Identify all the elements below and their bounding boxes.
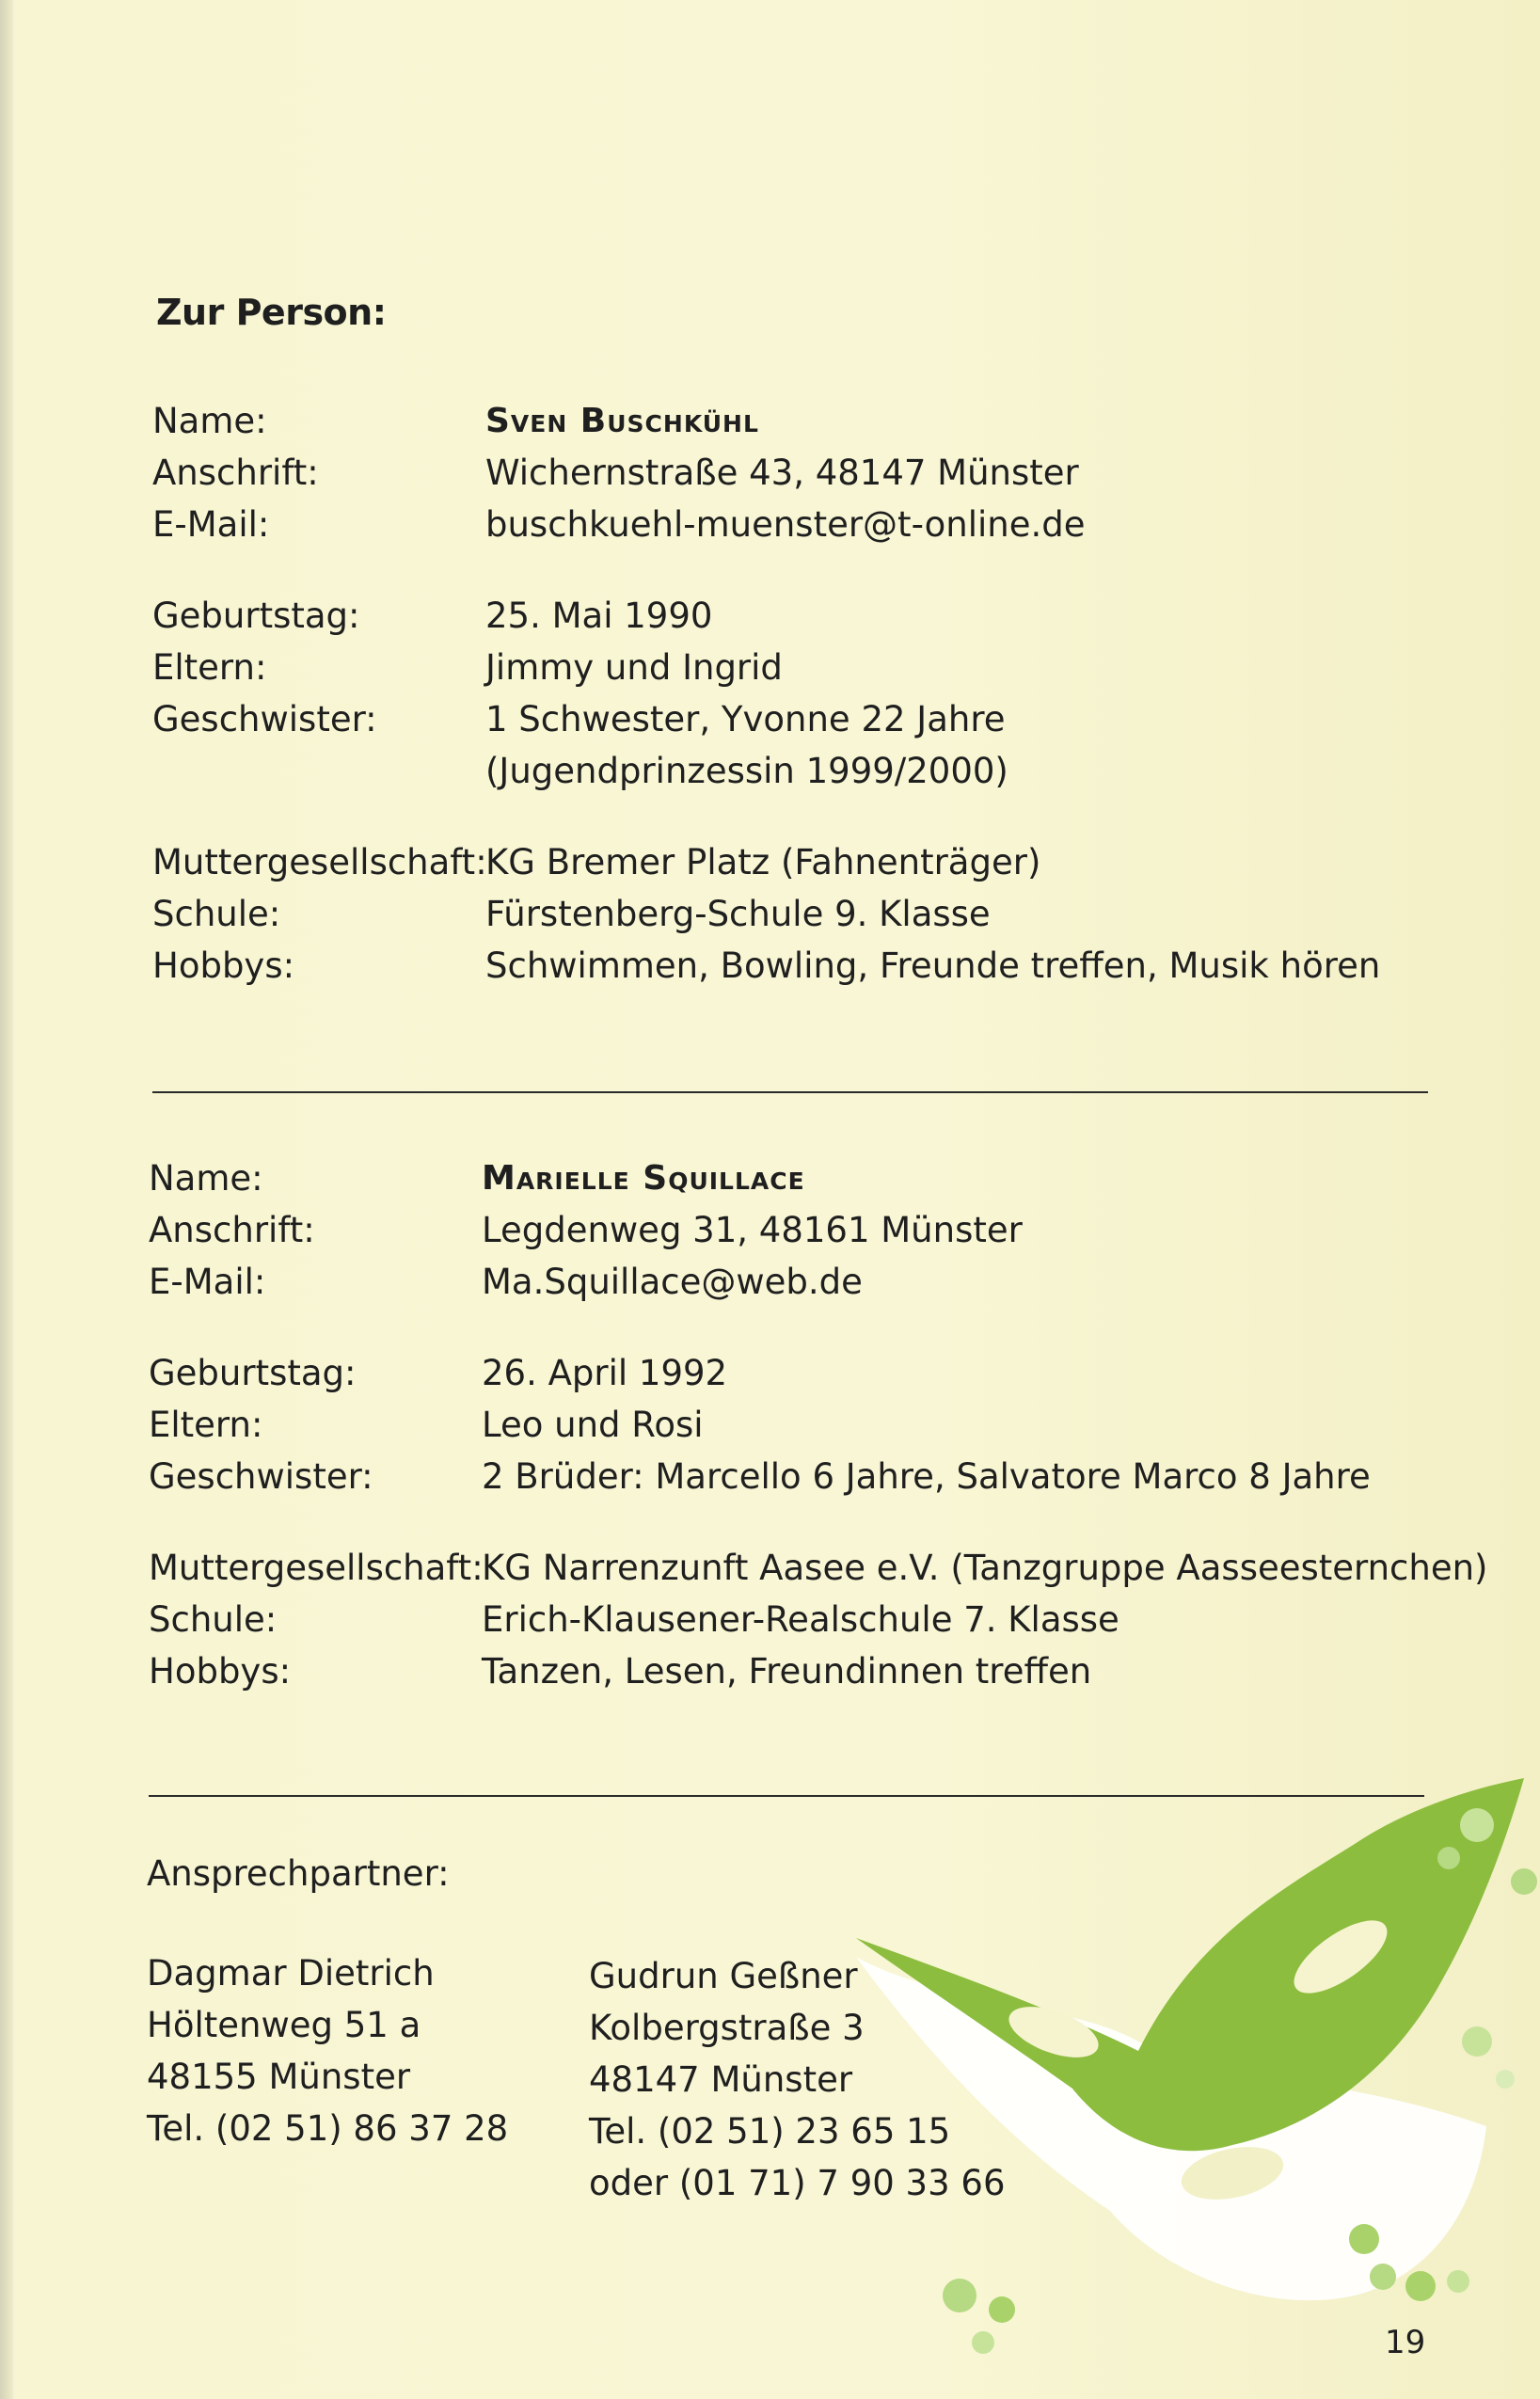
row-name <box>149 1152 1447 1204</box>
label-name: Name: <box>152 401 267 441</box>
confetti-dot <box>1349 2224 1379 2254</box>
person-siblings: 2 Brüder: Marcello 6 Jahre, Salvatore Marco 8 Jahre <box>482 1456 1371 1497</box>
label-parents: Eltern: <box>149 1405 263 1445</box>
contact-phone: Tel. (02 51) 86 37 28 <box>147 2108 509 2149</box>
person-society: KG Bremer Platz (Fahnenträger) <box>485 842 1041 882</box>
person-address: Wichernstraße 43, 48147 Münster <box>485 453 1079 493</box>
row-school <box>152 888 1451 940</box>
page-number: 19 <box>1385 2324 1426 2361</box>
label-name: Name: <box>149 1158 263 1199</box>
label-siblings: Geschwister: <box>149 1456 373 1497</box>
person-birthday: 26. April 1992 <box>482 1353 728 1393</box>
row-siblings <box>149 1451 1447 1502</box>
confetti-dot <box>943 2279 976 2312</box>
label-school: Schule: <box>149 1599 278 1640</box>
row-name <box>152 395 1451 447</box>
row-school <box>149 1594 1447 1645</box>
label-address: Anschrift: <box>149 1210 315 1250</box>
confetti-dot <box>1437 1847 1460 1869</box>
row-address <box>152 447 1451 499</box>
confetti-dot <box>1447 2270 1469 2293</box>
person-name: Sven Buschkühl <box>485 402 759 440</box>
confetti-dot <box>972 2331 994 2354</box>
person-society: KG Narrenzunft Aasee e.V. (Tanzgruppe Aasseesternchen) <box>482 1548 1488 1588</box>
person-school: Fürstenberg-Schule 9. Klasse <box>485 894 991 934</box>
row-hobbies <box>149 1645 1447 1697</box>
row-siblings-note <box>152 745 1451 797</box>
label-address: Anschrift: <box>152 453 319 493</box>
person-hobbies: Tanzen, Lesen, Freundinnen treffen <box>482 1651 1092 1692</box>
binding-shadow <box>0 0 13 2399</box>
label-birthday: Geburtstag: <box>149 1353 357 1393</box>
contact-city: 48155 Münster <box>147 2057 411 2097</box>
confetti-dot <box>1370 2264 1396 2290</box>
person-card-1 <box>152 395 1451 992</box>
person-email: Ma.Squillace@web.de <box>482 1262 863 1302</box>
contact-street: Kolbergstraße 3 <box>589 2008 865 2048</box>
row-parents <box>152 642 1451 693</box>
person-email: buschkuehl-muenster@t-online.de <box>485 504 1086 545</box>
person-name: Marielle Squillace <box>482 1159 805 1198</box>
contact-card-1 <box>147 1947 508 2154</box>
divider <box>149 1795 1424 1797</box>
confetti-dot <box>1511 1868 1537 1895</box>
row-email <box>149 1256 1447 1308</box>
person-hobbies: Schwimmen, Bowling, Freunde treffen, Musik hören <box>485 945 1381 986</box>
divider <box>152 1091 1428 1093</box>
label-hobbies: Hobbys: <box>152 945 295 986</box>
confetti-dot <box>1462 2026 1492 2057</box>
contact-name: Dagmar Dietrich <box>147 1953 435 1994</box>
contact-phone-alt: oder (01 71) 7 90 33 66 <box>589 2163 1006 2203</box>
row-birthday <box>149 1347 1447 1399</box>
person-card-2 <box>149 1152 1488 1697</box>
row-hobbies <box>152 940 1451 992</box>
confetti-dot <box>989 2296 1015 2323</box>
contact-city: 48147 Münster <box>589 2059 853 2100</box>
person-school: Erich-Klausener-Realschule 7. Klasse <box>482 1599 1119 1640</box>
label-society: Muttergesellschaft: <box>149 1548 484 1588</box>
contact-card-2 <box>589 1950 1005 2209</box>
contact-phone: Tel. (02 51) 23 65 15 <box>589 2111 951 2152</box>
person-birthday: 25. Mai 1990 <box>485 596 713 636</box>
label-hobbies: Hobbys: <box>149 1651 292 1692</box>
confetti-dot <box>1460 1808 1494 1842</box>
contact-street: Höltenweg 51 a <box>147 2005 421 2045</box>
row-birthday <box>152 590 1451 642</box>
person-siblings-note: (Jugendprinzessin 1999/2000) <box>485 751 1008 791</box>
person-siblings: 1 Schwester, Yvonne 22 Jahre <box>485 699 1006 739</box>
label-email: E-Mail: <box>152 504 270 545</box>
confetti-dot <box>1496 2070 1515 2089</box>
label-society: Muttergesellschaft: <box>152 842 487 882</box>
label-email: E-Mail: <box>149 1262 266 1302</box>
person-parents: Jimmy und Ingrid <box>485 647 783 688</box>
row-siblings <box>152 693 1451 745</box>
person-address: Legdenweg 31, 48161 Münster <box>482 1210 1023 1250</box>
row-address <box>149 1204 1447 1256</box>
row-society <box>149 1542 1488 1594</box>
contact-name: Gudrun Geßner <box>589 1956 858 1996</box>
person-parents: Leo und Rosi <box>482 1405 704 1445</box>
row-email <box>152 499 1451 550</box>
label-birthday: Geburtstag: <box>152 596 360 636</box>
label-siblings: Geschwister: <box>152 699 377 739</box>
confetti-dot <box>1405 2271 1436 2301</box>
row-parents <box>149 1399 1447 1451</box>
label-school: Schule: <box>152 894 281 934</box>
section-heading: Zur Person: <box>156 292 387 333</box>
label-parents: Eltern: <box>152 647 267 688</box>
row-society <box>152 836 1451 888</box>
contacts-title: Ansprechpartner: <box>147 1853 450 1894</box>
